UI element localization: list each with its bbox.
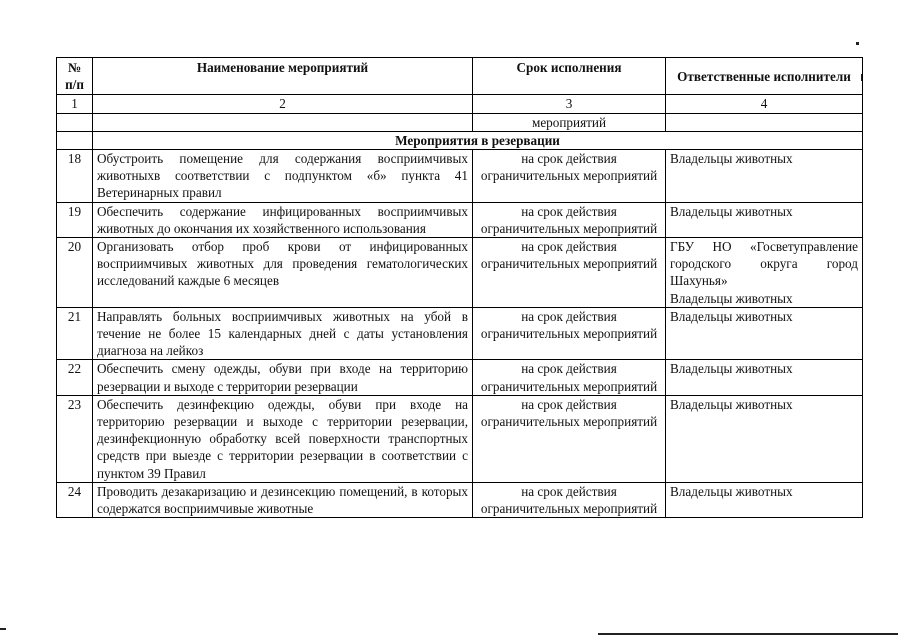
header-term: Срок исполнения	[473, 58, 666, 95]
row-term: на срок действия ограничительных мероприятий	[473, 360, 666, 395]
row-responsible-org: ГБУ НО «Госветуправление городского округа город Шахунья»	[670, 239, 858, 289]
row-name: Направлять больных восприимчивых животных на убой в течение не более 15 календарных дней с даты установления диагноза на лейкоз	[93, 307, 473, 360]
row-num: 20	[57, 238, 93, 308]
row-num: 24	[57, 482, 93, 517]
row-responsible: Владельцы животных	[666, 202, 863, 237]
row-num: 23	[57, 395, 93, 482]
row-name: Обеспечить дезинфекцию одежды, обуви при входе на территорию резервации и выходе с территории резервации, дезинфекционную обработку всей поверхности транспортных средств при выезде с территории резервации в соответствии с пунктом 39 Правил	[93, 395, 473, 482]
row-name: Обеспечить содержание инфицированных восприимчивых животных до окончания их хозяйственного использования	[93, 202, 473, 237]
colnum-1: 1	[57, 95, 93, 113]
row-responsible: Владельцы животных	[666, 150, 863, 203]
continuation-text: мероприятий	[473, 113, 666, 131]
table-row	[57, 482, 863, 517]
row-name: Обеспечить смену одежды, обуви при входе на территорию резервации и выходе с территории резервации	[93, 360, 473, 395]
table-row	[57, 150, 863, 203]
section-row	[57, 131, 863, 149]
row-responsible-extra: Владельцы животных	[670, 290, 793, 306]
scan-line-bottom	[598, 633, 898, 635]
row-name: Обустроить помещение для содержания восприимчивых животныхв соответствии с подпунктом «б» пункта 41 Ветеринарных правил	[93, 150, 473, 203]
row-name: Проводить дезакаризацию и дезинсекцию помещений, в которых содержатся восприимчивые животные	[93, 482, 473, 517]
row-num: 19	[57, 202, 93, 237]
section-title: Мероприятия в резервации	[93, 131, 863, 149]
scan-dot	[856, 42, 859, 45]
row-responsible: Владельцы животных	[666, 360, 863, 395]
row-num: 21	[57, 307, 93, 360]
table-row	[57, 307, 863, 360]
header-responsible: Ответственные исполнители	[666, 58, 863, 95]
row-responsible: Владельцы животных	[666, 482, 863, 517]
row-term: на срок действия ограничительных мероприятий	[473, 150, 666, 203]
column-number-row	[57, 95, 863, 113]
table-row	[57, 360, 863, 395]
row-num: 22	[57, 360, 93, 395]
measures-table	[56, 57, 863, 518]
row-responsible: Владельцы животных	[666, 395, 863, 482]
row-term: на срок действия ограничительных мероприятий	[473, 307, 666, 360]
header-name: Наименование мероприятий	[93, 58, 473, 95]
table-row	[57, 202, 863, 237]
row-num: 18	[57, 150, 93, 203]
table-row	[57, 395, 863, 482]
row-name: Организовать отбор проб крови от инфицированных восприимчивых животных для проведения гематологических исследований каждые 6 месяцев	[93, 238, 473, 308]
row-responsible	[666, 238, 863, 308]
row-term: на срок действия ограничительных мероприятий	[473, 395, 666, 482]
row-term: на срок действия ограничительных мероприятий	[473, 202, 666, 237]
colnum-2: 2	[93, 95, 473, 113]
header-row	[57, 58, 863, 95]
row-responsible: Владельцы животных	[666, 307, 863, 360]
colnum-3: 3	[473, 95, 666, 113]
row-term: на срок действия ограничительных мероприятий	[473, 482, 666, 517]
scan-line-bottom-left	[0, 628, 6, 630]
colnum-4: 4	[666, 95, 863, 113]
continuation-row	[57, 113, 863, 131]
row-term: на срок действия ограничительных мероприятий	[473, 238, 666, 308]
header-num: № п/п	[57, 58, 93, 95]
table-row	[57, 238, 863, 308]
